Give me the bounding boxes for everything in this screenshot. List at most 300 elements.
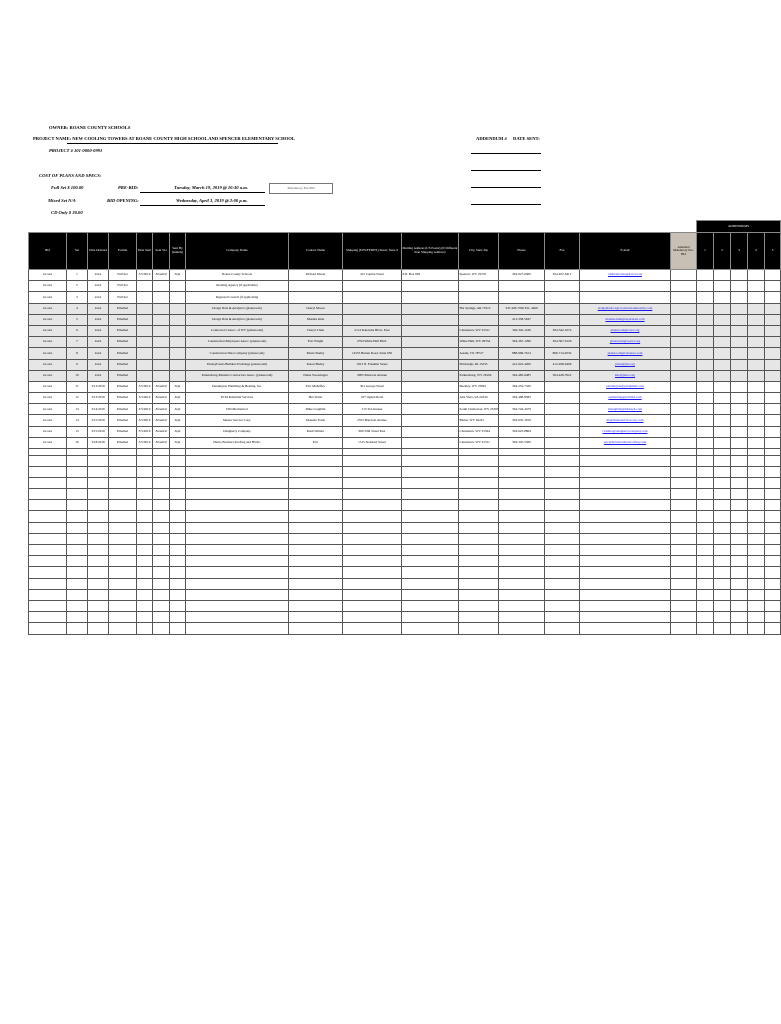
table-cell[interactable]	[29, 600, 67, 611]
table-cell[interactable]	[289, 589, 343, 600]
table-cell[interactable]	[109, 489, 137, 500]
table-cell[interactable]	[109, 567, 137, 578]
table-cell[interactable]	[402, 623, 459, 634]
table-cell[interactable]	[343, 600, 402, 611]
table-cell[interactable]	[170, 589, 186, 600]
table-cell[interactable]	[459, 511, 499, 522]
table-cell[interactable]	[153, 567, 170, 578]
table-cell[interactable]	[29, 477, 67, 488]
table-cell[interactable]	[88, 522, 109, 533]
table-cell[interactable]	[748, 612, 765, 623]
email-link[interactable]: rwilmot@daughertycompany.com	[580, 426, 671, 437]
table-cell[interactable]	[402, 545, 459, 556]
table-cell[interactable]	[343, 578, 402, 589]
table-cell[interactable]	[170, 623, 186, 634]
table-cell[interactable]	[671, 455, 697, 466]
table-cell[interactable]	[343, 612, 402, 623]
table-cell[interactable]	[499, 556, 545, 567]
table-cell[interactable]	[459, 533, 499, 544]
table-cell[interactable]	[748, 477, 765, 488]
table-cell[interactable]	[765, 545, 781, 556]
table-cell[interactable]	[186, 600, 289, 611]
table-cell[interactable]	[697, 578, 714, 589]
table-cell[interactable]	[186, 589, 289, 600]
table-cell[interactable]	[748, 589, 765, 600]
table-cell[interactable]	[765, 477, 781, 488]
table-cell[interactable]	[186, 500, 289, 511]
table-cell[interactable]	[714, 489, 731, 500]
table-cell[interactable]	[289, 545, 343, 556]
table-cell[interactable]	[153, 578, 170, 589]
table-cell[interactable]	[67, 455, 88, 466]
email-link[interactable]: rdduranroane@k12.wv.us	[580, 270, 671, 281]
table-cell[interactable]	[343, 545, 402, 556]
table-cell[interactable]	[545, 556, 580, 567]
table-cell[interactable]	[697, 511, 714, 522]
table-cell[interactable]	[580, 623, 671, 634]
table-cell[interactable]	[459, 477, 499, 488]
table-cell[interactable]	[29, 578, 67, 589]
table-cell[interactable]	[714, 567, 731, 578]
table-cell[interactable]	[765, 522, 781, 533]
table-cell[interactable]	[697, 612, 714, 623]
table-cell[interactable]	[170, 545, 186, 556]
table-cell[interactable]	[153, 533, 170, 544]
table-cell[interactable]	[714, 477, 731, 488]
table-cell[interactable]	[402, 567, 459, 578]
table-cell[interactable]	[714, 455, 731, 466]
table-cell[interactable]	[748, 489, 765, 500]
table-cell[interactable]	[88, 578, 109, 589]
table-cell[interactable]	[697, 489, 714, 500]
table-cell[interactable]	[499, 567, 545, 578]
table-cell[interactable]	[29, 500, 67, 511]
table-cell[interactable]	[714, 578, 731, 589]
table-cell[interactable]	[671, 533, 697, 544]
table-cell[interactable]	[289, 533, 343, 544]
table-cell[interactable]	[343, 533, 402, 544]
table-cell[interactable]	[137, 500, 153, 511]
table-cell[interactable]	[499, 489, 545, 500]
table-cell[interactable]	[671, 545, 697, 556]
table-cell[interactable]	[402, 455, 459, 466]
table-cell[interactable]	[137, 600, 153, 611]
table-cell[interactable]	[459, 578, 499, 589]
table-cell[interactable]	[731, 578, 748, 589]
table-cell[interactable]	[697, 477, 714, 488]
table-cell[interactable]	[671, 600, 697, 611]
table-cell[interactable]	[714, 600, 731, 611]
table-cell[interactable]	[580, 455, 671, 466]
table-cell[interactable]	[545, 522, 580, 533]
table-cell[interactable]	[731, 567, 748, 578]
table-cell[interactable]	[697, 556, 714, 567]
table-cell[interactable]	[671, 556, 697, 567]
table-cell[interactable]	[67, 522, 88, 533]
table-cell[interactable]	[67, 600, 88, 611]
table-cell[interactable]	[88, 455, 109, 466]
table-cell[interactable]	[671, 511, 697, 522]
table-cell[interactable]	[109, 533, 137, 544]
table-cell[interactable]	[402, 466, 459, 477]
table-cell[interactable]	[186, 556, 289, 567]
table-cell[interactable]	[289, 623, 343, 634]
table-cell[interactable]	[714, 500, 731, 511]
table-cell[interactable]	[714, 545, 731, 556]
table-cell[interactable]	[459, 522, 499, 533]
table-cell[interactable]	[459, 455, 499, 466]
email-link[interactable]: dodgebiddocs@constructionmonday.com	[580, 303, 671, 314]
table-cell[interactable]	[29, 522, 67, 533]
table-cell[interactable]	[714, 589, 731, 600]
table-cell[interactable]	[714, 533, 731, 544]
table-cell[interactable]	[109, 556, 137, 567]
table-cell[interactable]	[402, 477, 459, 488]
table-cell[interactable]	[343, 623, 402, 634]
table-cell[interactable]	[697, 600, 714, 611]
table-cell[interactable]	[499, 612, 545, 623]
table-cell[interactable]	[731, 477, 748, 488]
table-cell[interactable]	[748, 533, 765, 544]
table-cell[interactable]	[545, 567, 580, 578]
table-cell[interactable]	[697, 567, 714, 578]
email-link[interactable]: pennington@pennplmb.com	[580, 381, 671, 392]
email-link[interactable]: estimating@pcmind.com	[580, 393, 671, 404]
table-cell[interactable]	[748, 556, 765, 567]
table-cell[interactable]	[153, 455, 170, 466]
table-cell[interactable]	[170, 466, 186, 477]
table-cell[interactable]	[765, 556, 781, 567]
table-cell[interactable]	[714, 522, 731, 533]
table-cell[interactable]	[545, 612, 580, 623]
table-cell[interactable]	[186, 466, 289, 477]
table-cell[interactable]	[29, 545, 67, 556]
table-cell[interactable]	[137, 545, 153, 556]
table-cell[interactable]	[545, 489, 580, 500]
table-cell[interactable]	[580, 466, 671, 477]
table-cell[interactable]	[170, 533, 186, 544]
table-cell[interactable]	[714, 511, 731, 522]
table-cell[interactable]	[343, 489, 402, 500]
table-cell[interactable]	[545, 623, 580, 634]
table-cell[interactable]	[748, 545, 765, 556]
table-cell[interactable]	[731, 623, 748, 634]
table-cell[interactable]	[580, 533, 671, 544]
table-cell[interactable]	[731, 500, 748, 511]
table-cell[interactable]	[545, 477, 580, 488]
email-link[interactable]: mlaughlin@dsimech.com	[580, 404, 671, 415]
table-cell[interactable]	[499, 589, 545, 600]
table-cell[interactable]	[109, 455, 137, 466]
table-cell[interactable]	[765, 466, 781, 477]
table-cell[interactable]	[170, 477, 186, 488]
table-cell[interactable]	[88, 477, 109, 488]
table-cell[interactable]	[137, 612, 153, 623]
table-cell[interactable]	[402, 511, 459, 522]
table-cell[interactable]	[186, 489, 289, 500]
table-cell[interactable]	[731, 600, 748, 611]
table-cell[interactable]	[671, 589, 697, 600]
email-link[interactable]: monika.kisk@reportdata.com	[580, 314, 671, 325]
table-cell[interactable]	[289, 567, 343, 578]
table-cell[interactable]	[289, 556, 343, 567]
table-cell[interactable]	[137, 567, 153, 578]
email-link[interactable]: mt@masterservicecorp.com	[580, 415, 671, 426]
table-cell[interactable]	[88, 466, 109, 477]
table-cell[interactable]	[402, 522, 459, 533]
table-cell[interactable]	[153, 500, 170, 511]
table-cell[interactable]	[402, 578, 459, 589]
table-cell[interactable]	[186, 511, 289, 522]
table-cell[interactable]	[29, 623, 67, 634]
table-cell[interactable]	[170, 500, 186, 511]
table-cell[interactable]	[545, 466, 580, 477]
table-cell[interactable]	[545, 533, 580, 544]
table-cell[interactable]	[88, 533, 109, 544]
table-cell[interactable]	[580, 477, 671, 488]
table-cell[interactable]	[697, 623, 714, 634]
table-cell[interactable]	[545, 455, 580, 466]
table-cell[interactable]	[459, 500, 499, 511]
table-cell[interactable]	[402, 489, 459, 500]
table-cell[interactable]	[671, 578, 697, 589]
table-cell[interactable]	[289, 578, 343, 589]
table-cell[interactable]	[289, 466, 343, 477]
table-cell[interactable]	[67, 589, 88, 600]
table-cell[interactable]	[748, 511, 765, 522]
table-cell[interactable]	[137, 556, 153, 567]
table-cell[interactable]	[67, 466, 88, 477]
table-cell[interactable]	[580, 589, 671, 600]
table-cell[interactable]	[137, 489, 153, 500]
table-cell[interactable]	[748, 466, 765, 477]
table-cell[interactable]	[343, 556, 402, 567]
table-cell[interactable]	[580, 556, 671, 567]
table-cell[interactable]	[109, 511, 137, 522]
table-cell[interactable]	[137, 477, 153, 488]
table-cell[interactable]	[29, 556, 67, 567]
table-cell[interactable]	[289, 511, 343, 522]
table-cell[interactable]	[88, 556, 109, 567]
table-cell[interactable]	[186, 533, 289, 544]
table-cell[interactable]	[137, 578, 153, 589]
table-cell[interactable]	[67, 556, 88, 567]
table-cell[interactable]	[67, 612, 88, 623]
table-cell[interactable]	[697, 500, 714, 511]
table-cell[interactable]	[731, 466, 748, 477]
table-cell[interactable]	[765, 533, 781, 544]
table-cell[interactable]	[153, 489, 170, 500]
table-cell[interactable]	[459, 556, 499, 567]
table-cell[interactable]	[499, 578, 545, 589]
table-cell[interactable]	[499, 545, 545, 556]
table-cell[interactable]	[137, 522, 153, 533]
table-cell[interactable]	[67, 477, 88, 488]
table-cell[interactable]	[697, 455, 714, 466]
table-cell[interactable]	[186, 578, 289, 589]
table-cell[interactable]	[731, 455, 748, 466]
table-cell[interactable]	[499, 511, 545, 522]
table-cell[interactable]	[67, 500, 88, 511]
table-cell[interactable]	[499, 623, 545, 634]
table-cell[interactable]	[748, 623, 765, 634]
table-cell[interactable]	[731, 522, 748, 533]
table-cell[interactable]	[748, 455, 765, 466]
table-cell[interactable]	[545, 589, 580, 600]
table-cell[interactable]	[170, 612, 186, 623]
table-cell[interactable]	[580, 489, 671, 500]
table-cell[interactable]	[765, 567, 781, 578]
table-cell[interactable]	[343, 567, 402, 578]
email-link[interactable]: plansroom@cdcnews.com	[580, 348, 671, 359]
table-cell[interactable]	[153, 589, 170, 600]
table-cell[interactable]	[88, 600, 109, 611]
table-cell[interactable]	[580, 600, 671, 611]
table-cell[interactable]	[289, 500, 343, 511]
table-cell[interactable]	[186, 567, 289, 578]
table-cell[interactable]	[88, 589, 109, 600]
table-cell[interactable]	[170, 567, 186, 578]
table-cell[interactable]	[748, 500, 765, 511]
table-cell[interactable]	[714, 466, 731, 477]
table-cell[interactable]	[29, 612, 67, 623]
table-cell[interactable]	[88, 567, 109, 578]
table-cell[interactable]	[186, 545, 289, 556]
table-cell[interactable]	[748, 600, 765, 611]
table-cell[interactable]	[343, 500, 402, 511]
table-cell[interactable]	[731, 545, 748, 556]
table-cell[interactable]	[29, 511, 67, 522]
table-cell[interactable]	[289, 489, 343, 500]
table-cell[interactable]	[499, 600, 545, 611]
table-cell[interactable]	[580, 511, 671, 522]
email-link[interactable]: kbe@pmca.org	[580, 370, 671, 381]
table-cell[interactable]	[109, 612, 137, 623]
table-cell[interactable]	[170, 489, 186, 500]
table-cell[interactable]	[402, 589, 459, 600]
table-cell[interactable]	[671, 466, 697, 477]
table-cell[interactable]	[459, 600, 499, 611]
table-cell[interactable]	[153, 466, 170, 477]
table-cell[interactable]	[170, 522, 186, 533]
table-cell[interactable]	[137, 511, 153, 522]
table-cell[interactable]	[186, 623, 289, 634]
table-cell[interactable]	[88, 489, 109, 500]
table-cell[interactable]	[343, 522, 402, 533]
table-cell[interactable]	[580, 500, 671, 511]
table-cell[interactable]	[153, 600, 170, 611]
table-cell[interactable]	[170, 556, 186, 567]
table-cell[interactable]	[580, 522, 671, 533]
table-cell[interactable]	[343, 455, 402, 466]
table-cell[interactable]	[671, 522, 697, 533]
table-cell[interactable]	[731, 489, 748, 500]
email-link[interactable]: plans@pbe.org	[580, 359, 671, 370]
table-cell[interactable]	[748, 578, 765, 589]
table-cell[interactable]	[109, 578, 137, 589]
table-cell[interactable]	[748, 567, 765, 578]
table-cell[interactable]	[459, 567, 499, 578]
table-cell[interactable]	[402, 533, 459, 544]
table-cell[interactable]	[88, 612, 109, 623]
table-cell[interactable]	[109, 477, 137, 488]
table-cell[interactable]	[765, 511, 781, 522]
table-cell[interactable]	[289, 477, 343, 488]
table-cell[interactable]	[29, 466, 67, 477]
table-cell[interactable]	[731, 533, 748, 544]
table-cell[interactable]	[580, 612, 671, 623]
table-cell[interactable]	[289, 522, 343, 533]
table-cell[interactable]	[545, 578, 580, 589]
table-cell[interactable]	[671, 489, 697, 500]
table-cell[interactable]	[153, 477, 170, 488]
table-cell[interactable]	[459, 489, 499, 500]
table-cell[interactable]	[343, 466, 402, 477]
table-cell[interactable]	[343, 589, 402, 600]
table-cell[interactable]	[186, 455, 289, 466]
table-cell[interactable]	[499, 522, 545, 533]
table-cell[interactable]	[137, 466, 153, 477]
table-cell[interactable]	[580, 578, 671, 589]
table-cell[interactable]	[499, 455, 545, 466]
table-cell[interactable]	[153, 522, 170, 533]
table-cell[interactable]	[671, 623, 697, 634]
table-cell[interactable]	[697, 466, 714, 477]
table-cell[interactable]	[545, 511, 580, 522]
table-cell[interactable]	[748, 522, 765, 533]
table-cell[interactable]	[765, 455, 781, 466]
table-cell[interactable]	[545, 500, 580, 511]
table-cell[interactable]	[731, 556, 748, 567]
table-cell[interactable]	[765, 500, 781, 511]
table-cell[interactable]	[153, 545, 170, 556]
table-cell[interactable]	[137, 589, 153, 600]
table-cell[interactable]	[153, 623, 170, 634]
table-cell[interactable]	[545, 545, 580, 556]
table-cell[interactable]	[671, 612, 697, 623]
table-cell[interactable]	[731, 511, 748, 522]
email-link[interactable]: plansroom@cawv.org	[580, 325, 671, 336]
table-cell[interactable]	[697, 522, 714, 533]
table-cell[interactable]	[29, 533, 67, 544]
table-cell[interactable]	[67, 623, 88, 634]
table-cell[interactable]	[731, 589, 748, 600]
table-cell[interactable]	[765, 589, 781, 600]
table-cell[interactable]	[67, 567, 88, 578]
table-cell[interactable]	[765, 578, 781, 589]
table-cell[interactable]	[459, 612, 499, 623]
table-cell[interactable]	[137, 623, 153, 634]
table-cell[interactable]	[402, 556, 459, 567]
table-cell[interactable]	[459, 466, 499, 477]
table-cell[interactable]	[459, 545, 499, 556]
table-cell[interactable]	[186, 612, 289, 623]
table-cell[interactable]	[765, 612, 781, 623]
table-cell[interactable]	[289, 600, 343, 611]
table-cell[interactable]	[580, 545, 671, 556]
table-cell[interactable]	[186, 522, 289, 533]
table-cell[interactable]	[459, 623, 499, 634]
table-cell[interactable]	[765, 600, 781, 611]
email-link[interactable]: eric@harrisbrothersroofing.com	[580, 437, 671, 448]
table-cell[interactable]	[343, 511, 402, 522]
table-cell[interactable]	[459, 589, 499, 600]
table-cell[interactable]	[714, 623, 731, 634]
table-cell[interactable]	[499, 533, 545, 544]
table-cell[interactable]	[170, 511, 186, 522]
table-cell[interactable]	[88, 545, 109, 556]
table-cell[interactable]	[67, 489, 88, 500]
